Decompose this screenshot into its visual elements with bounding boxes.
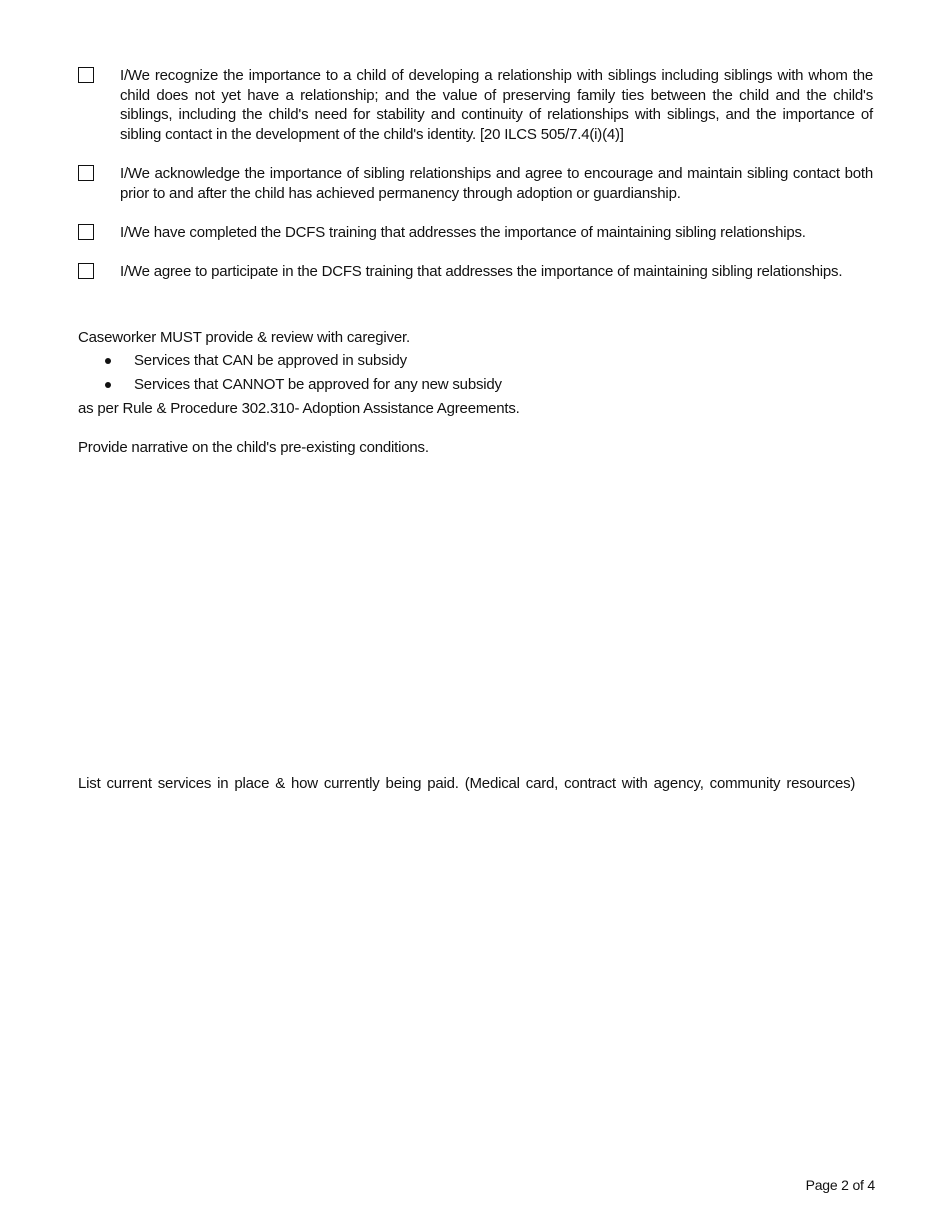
checkbox-row-acknowledge-sibling-contact bbox=[78, 164, 873, 203]
rule-reference: as per Rule & Procedure 302.310- Adoption Assistance Agreements. bbox=[78, 400, 520, 417]
checkbox-label: I/We acknowledge the importance of sibling relationships and agree to encourage and maintain sibling contact both prior to and after the child has achieved permanency through adoption or guardianship. bbox=[120, 165, 873, 202]
checkbox-label: I/We have completed the DCFS training that addresses the importance of maintaining sibling relationships. bbox=[120, 224, 806, 241]
checkbox[interactable] bbox=[78, 263, 94, 279]
services-answer-area[interactable] bbox=[78, 830, 873, 1160]
checkbox[interactable] bbox=[78, 67, 94, 83]
subsidy-services-list bbox=[104, 349, 502, 397]
caseworker-instruction: Caseworker MUST provide & review with caregiver. bbox=[78, 329, 410, 346]
bullet-icon bbox=[105, 358, 111, 364]
checkbox[interactable] bbox=[78, 224, 94, 240]
narrative-answer-area[interactable] bbox=[78, 465, 873, 760]
narrative-prompt: Provide narrative on the child's pre-existing conditions. bbox=[78, 439, 429, 456]
checkbox-label: I/We recognize the importance to a child of developing a relationship with siblings including siblings with whom the child does not yet have a relationship; and the value of preserving family ties between the child and the child's siblings, including the child's need for stability and continuity of relationships with siblings, and the importance of sibling contact in the development of the child's identity. [20 ILCS 505/7.4(i)(4)] bbox=[120, 67, 873, 143]
page-number: Page 2 of 4 bbox=[805, 1177, 875, 1193]
checkbox-row-sibling-importance bbox=[78, 66, 873, 144]
services-prompt: List current services in place & how currently being paid. (Medical card, contract with agency, community resources) bbox=[78, 775, 856, 792]
list-item: Services that CAN be approved in subsidy bbox=[104, 349, 502, 373]
checkbox[interactable] bbox=[78, 165, 94, 181]
checkbox-row-training-agree bbox=[78, 262, 873, 282]
checkbox-row-training-completed bbox=[78, 223, 873, 243]
checkbox-label: I/We agree to participate in the DCFS training that addresses the importance of maintaining sibling relationships. bbox=[120, 263, 843, 280]
bullet-icon bbox=[105, 382, 111, 388]
list-item: Services that CANNOT be approved for any new subsidy bbox=[104, 373, 502, 397]
